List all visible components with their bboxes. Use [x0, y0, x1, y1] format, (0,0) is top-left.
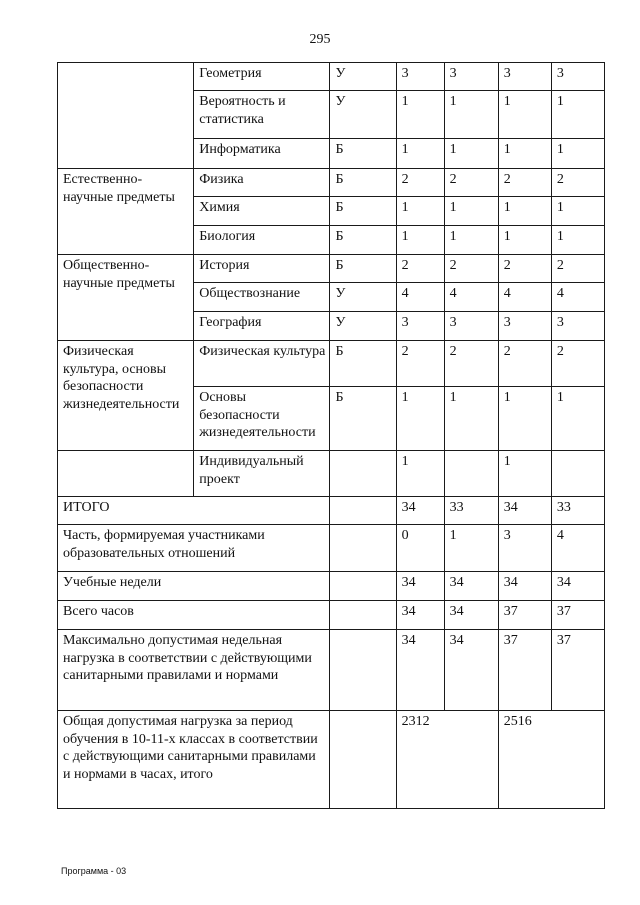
hours-cell: 34	[444, 601, 498, 630]
hours-cell: 1	[498, 91, 551, 139]
hours-cell: 1	[551, 139, 604, 169]
subject-cell: Индивидуальный проект	[194, 451, 330, 497]
total-value-cell: 2516	[498, 711, 604, 809]
level-cell	[330, 572, 396, 601]
hours-cell: 33	[551, 497, 604, 525]
hours-cell: 1	[551, 226, 604, 255]
table-row	[58, 497, 605, 525]
hours-cell: 1	[551, 387, 604, 451]
table-row	[58, 63, 605, 91]
total-value-cell: 2312	[396, 711, 498, 809]
footer-label: Программа - 03	[61, 866, 127, 876]
hours-cell: 1	[498, 197, 551, 226]
level-cell: Б	[330, 387, 396, 451]
hours-cell: 34	[444, 630, 498, 711]
hours-cell: 34	[396, 497, 444, 525]
hours-cell: 4	[444, 283, 498, 312]
hours-cell: 1	[551, 91, 604, 139]
subject-cell: Вероятность и статистика	[194, 91, 330, 139]
hours-cell: 2	[498, 169, 551, 197]
level-cell: Б	[330, 226, 396, 255]
hours-cell	[551, 451, 604, 497]
subject-cell: История	[194, 255, 330, 283]
subject-cell: Химия	[194, 197, 330, 226]
hours-cell: 4	[498, 283, 551, 312]
hours-cell: 34	[498, 497, 551, 525]
hours-cell: 1	[498, 226, 551, 255]
hours-cell: 3	[498, 525, 551, 572]
subject-area-cell	[58, 451, 194, 497]
subject-area-cell	[58, 63, 194, 169]
subject-cell: Информатика	[194, 139, 330, 169]
hours-cell: 3	[444, 312, 498, 341]
hours-cell: 34	[396, 572, 444, 601]
hours-cell: 1	[396, 91, 444, 139]
hours-cell: 2	[551, 341, 604, 387]
level-cell	[330, 451, 396, 497]
hours-cell: 3	[396, 63, 444, 91]
subject-cell: Основы безопасности жизнедеятельности	[194, 387, 330, 451]
summary-label-cell: Учебные недели	[58, 572, 330, 601]
curriculum-table	[57, 62, 605, 809]
hours-cell: 1	[396, 139, 444, 169]
table-row	[58, 601, 605, 630]
table-row	[58, 525, 605, 572]
curriculum-table-body	[58, 63, 605, 809]
hours-cell: 2	[396, 255, 444, 283]
table-row	[58, 630, 605, 711]
hours-cell: 1	[396, 387, 444, 451]
hours-cell: 1	[396, 451, 444, 497]
level-cell: У	[330, 312, 396, 341]
hours-cell: 2	[498, 341, 551, 387]
level-cell: Б	[330, 139, 396, 169]
hours-cell: 1	[551, 197, 604, 226]
subject-cell: Физика	[194, 169, 330, 197]
hours-cell: 1	[498, 451, 551, 497]
hours-cell: 2	[551, 255, 604, 283]
hours-cell: 2	[444, 255, 498, 283]
hours-cell: 1	[444, 525, 498, 572]
hours-cell: 3	[551, 312, 604, 341]
subject-cell: География	[194, 312, 330, 341]
hours-cell: 0	[396, 525, 444, 572]
hours-cell: 37	[498, 630, 551, 711]
summary-label-cell: Максимально допустимая недельная нагрузка в соответствии с действующими санитарными правилами и нормами	[58, 630, 330, 711]
hours-cell: 34	[444, 572, 498, 601]
hours-cell: 3	[444, 63, 498, 91]
subject-cell: Биология	[194, 226, 330, 255]
hours-cell: 3	[498, 312, 551, 341]
hours-cell: 4	[551, 283, 604, 312]
subject-cell: Геометрия	[194, 63, 330, 91]
hours-cell: 4	[396, 283, 444, 312]
hours-cell	[444, 451, 498, 497]
hours-cell: 34	[396, 601, 444, 630]
total-label-cell: Общая допустимая нагрузка за период обучения в 10-11-х классах в соответствии с действующими санитарными правилами и нормами в часах, итого	[58, 711, 330, 809]
level-cell: Б	[330, 169, 396, 197]
summary-label-cell: ИТОГО	[58, 497, 330, 525]
hours-cell: 2	[396, 169, 444, 197]
hours-cell: 1	[396, 197, 444, 226]
hours-cell: 3	[396, 312, 444, 341]
hours-cell: 1	[444, 226, 498, 255]
hours-cell: 33	[444, 497, 498, 525]
hours-cell: 1	[498, 139, 551, 169]
table-row	[58, 451, 605, 497]
subject-cell: Физическая культура	[194, 341, 330, 387]
level-cell: У	[330, 91, 396, 139]
hours-cell: 1	[444, 387, 498, 451]
hours-cell: 2	[444, 169, 498, 197]
subject-area-cell: Естественно-научные предметы	[58, 169, 194, 255]
table-row	[58, 255, 605, 283]
table-row	[58, 711, 605, 809]
hours-cell: 1	[444, 91, 498, 139]
level-cell	[330, 525, 396, 572]
hours-cell: 4	[551, 525, 604, 572]
hours-cell: 1	[396, 226, 444, 255]
level-cell: Б	[330, 255, 396, 283]
level-cell	[330, 630, 396, 711]
level-cell: У	[330, 63, 396, 91]
level-cell: Б	[330, 197, 396, 226]
level-cell: У	[330, 283, 396, 312]
level-cell	[330, 601, 396, 630]
hours-cell: 34	[498, 572, 551, 601]
level-cell	[330, 497, 396, 525]
subject-area-cell: Общественно-научные предметы	[58, 255, 194, 341]
subject-cell: Обществознание	[194, 283, 330, 312]
hours-cell: 3	[551, 63, 604, 91]
summary-label-cell: Часть, формируемая участниками образовательных отношений	[58, 525, 330, 572]
hours-cell: 37	[551, 630, 604, 711]
table-row	[58, 169, 605, 197]
hours-cell: 3	[498, 63, 551, 91]
hours-cell: 37	[551, 601, 604, 630]
hours-cell: 2	[444, 341, 498, 387]
table-row	[58, 572, 605, 601]
hours-cell: 2	[551, 169, 604, 197]
hours-cell: 2	[396, 341, 444, 387]
hours-cell: 34	[551, 572, 604, 601]
hours-cell: 37	[498, 601, 551, 630]
table-row	[58, 341, 605, 387]
summary-label-cell: Всего часов	[58, 601, 330, 630]
hours-cell: 2	[498, 255, 551, 283]
hours-cell: 1	[444, 139, 498, 169]
subject-area-cell: Физическая культура, основы безопасности жизнедеятельности	[58, 341, 194, 451]
hours-cell: 1	[498, 387, 551, 451]
level-cell	[330, 711, 396, 809]
level-cell: Б	[330, 341, 396, 387]
hours-cell: 1	[444, 197, 498, 226]
page-number: 295	[309, 32, 331, 47]
hours-cell: 34	[396, 630, 444, 711]
